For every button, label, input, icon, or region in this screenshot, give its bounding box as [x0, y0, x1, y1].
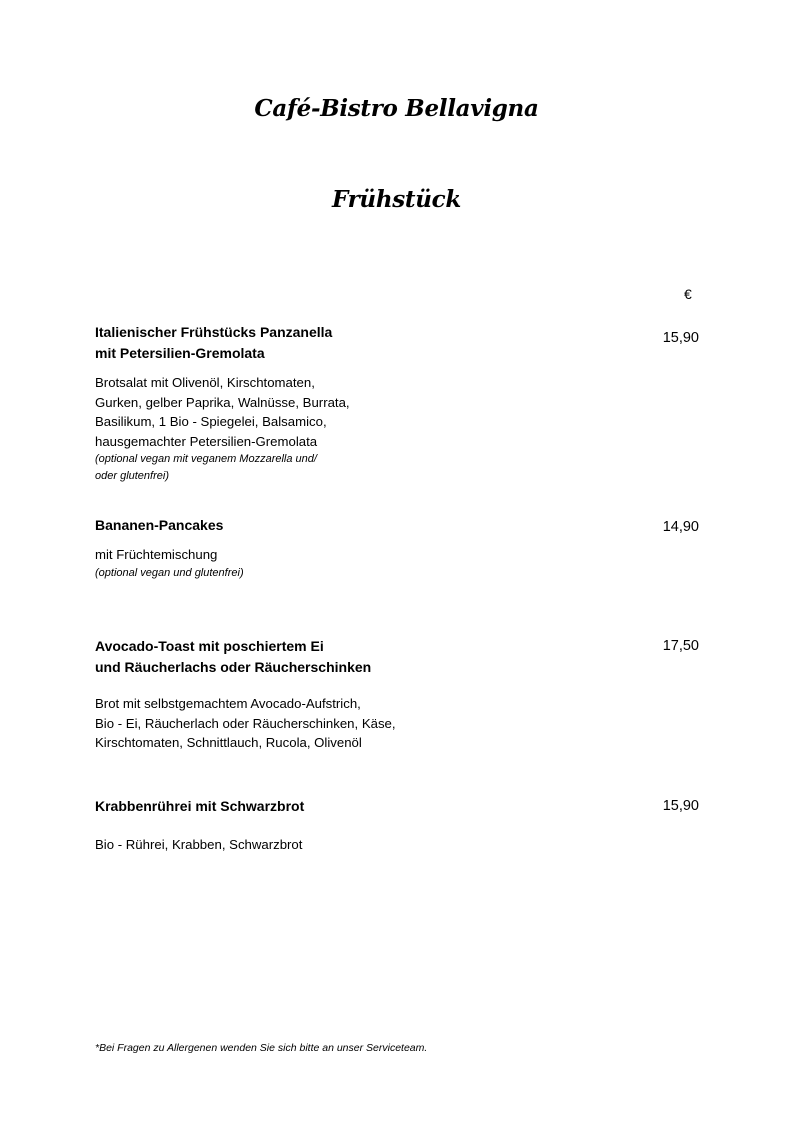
item-name [95, 515, 615, 536]
item-description-line: Basilikum, 1 Bio - Spiegelei, Balsamico, [95, 414, 327, 429]
item-name-line: Italienischer Frühstücks Panzanella [95, 324, 333, 340]
item-note-line: oder glutenfrei) [95, 470, 169, 482]
item-note-line: (optional vegan und glutenfrei) [95, 566, 244, 579]
item-price: 15,90 [662, 330, 699, 346]
item-note-line: (optional vegan mit veganem Mozzarella und/ [95, 453, 317, 465]
menu-item [95, 796, 715, 855]
item-description-line: mit Früchtemischung [95, 547, 218, 562]
item-description-line: Kirschtomaten, Schnittlauch, Rucola, Olivenöl [95, 735, 362, 750]
allergen-footnote: *Bei Fragen zu Allergenen wenden Sie sich bitte an unser Serviceteam. [95, 1042, 428, 1054]
section-title: Frühstück [331, 186, 462, 213]
item-price: 17,50 [662, 638, 699, 654]
item-name-line: Krabbenrührei mit Schwarzbrot [95, 798, 305, 814]
item-note [95, 565, 715, 582]
currency-label: € [684, 286, 692, 302]
item-description [95, 545, 715, 565]
item-description [95, 835, 715, 855]
item-name-line: Bananen-Pancakes [95, 517, 224, 533]
item-price: 15,90 [662, 798, 699, 814]
item-name [95, 636, 615, 678]
item-price: 14,90 [662, 519, 699, 535]
cafe-title: Café-Bistro Bellavigna [254, 95, 539, 122]
item-description-line: Gurken, gelber Paprika, Walnüsse, Burrata, [95, 394, 350, 410]
menu-item [95, 515, 715, 582]
item-description-line: Bio - Ei, Räucherlach oder Räucherschinken, Käse, [95, 715, 396, 731]
item-name [95, 322, 615, 364]
menu-item [95, 322, 715, 485]
item-description-line: Brotsalat mit Olivenöl, Kirschtomaten, [95, 375, 315, 390]
item-name [95, 796, 615, 817]
item-description [95, 373, 715, 451]
item-description-line: hausgemachter Petersilien-Gremolata [95, 433, 318, 449]
item-note [95, 451, 715, 485]
item-description-line: Bio - Rührei, Krabben, Schwarzbrot [95, 837, 303, 852]
item-name-line: und Räucherlachs oder Räucherschinken [95, 659, 372, 675]
item-name-line: Avocado-Toast mit poschiertem Ei [95, 638, 324, 654]
item-description [95, 694, 715, 753]
menu-item [95, 636, 715, 753]
item-name-line: mit Petersilien-Gremolata [95, 345, 265, 361]
item-description-line: Brot mit selbstgemachtem Avocado-Aufstrich, [95, 696, 361, 711]
